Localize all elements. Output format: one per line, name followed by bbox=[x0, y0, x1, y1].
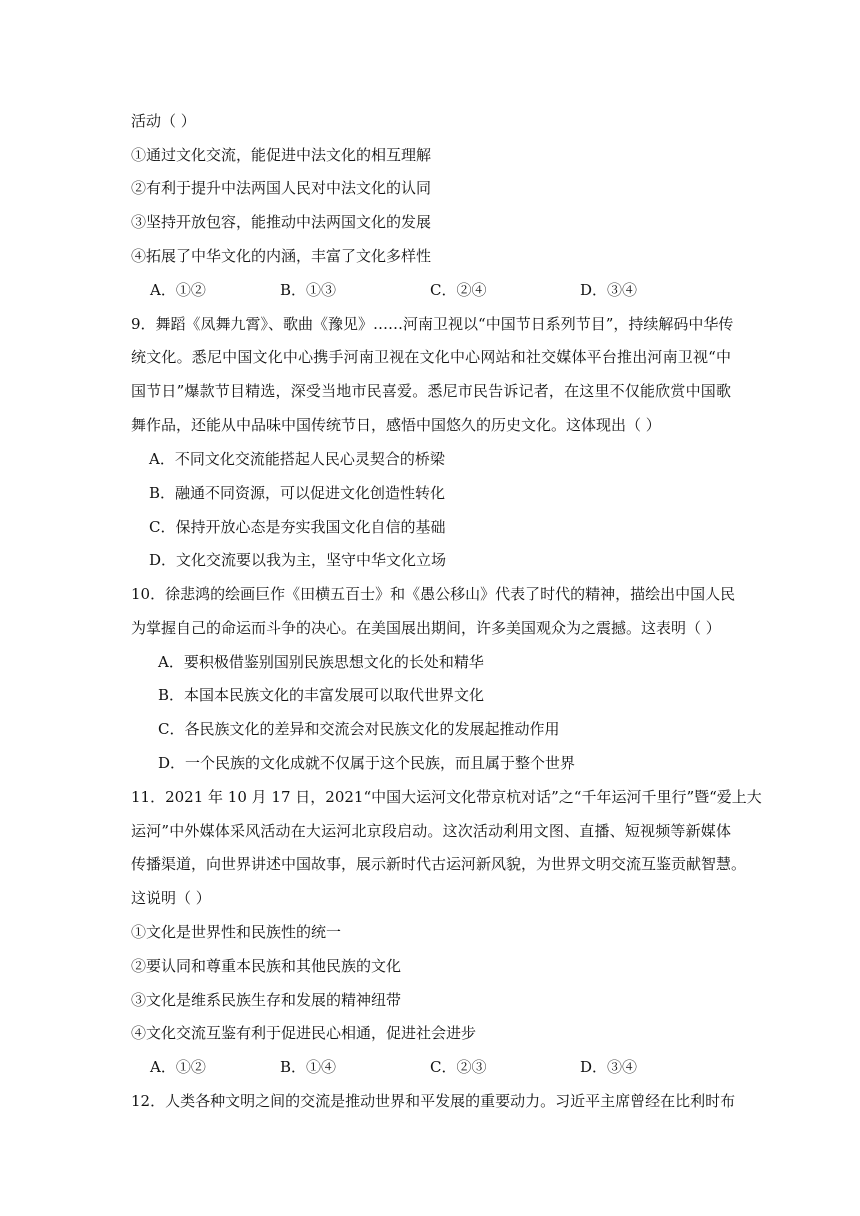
q9-stem-line-1: 9．舞蹈《凤舞九霄》、歌曲《豫见》……河南卫视以“中国节日系列节目”，持续解码中华传 bbox=[131, 315, 734, 333]
q8-option-c[interactable]: C．②④ bbox=[430, 281, 487, 299]
q11-stem-line-4: 这说明（ ） bbox=[131, 889, 211, 907]
q11-stem-line-1: 11．2021 年 10 月 17 日，2021“中国大运河文化带京杭对话”之“千年运河千里行”暨“爱上大 bbox=[131, 788, 762, 806]
q9-option-d[interactable]: D．文化交流要以我为主，坚守中华文化立场 bbox=[149, 551, 447, 569]
q8-statement-2: ②有利于提升中法两国人民对中法文化的认同 bbox=[131, 179, 432, 197]
q8-stem-tail: 活动（ ） bbox=[131, 112, 196, 130]
q8-option-a[interactable]: A．①② bbox=[150, 281, 206, 299]
q9-option-b[interactable]: B．融通不同资源，可以促进文化创造性转化 bbox=[149, 484, 446, 502]
q9-stem-line-4: 舞作品，还能从中品味中国传统节日，感悟中国悠久的历史文化。这体现出（ ） bbox=[131, 416, 661, 434]
q9-option-a[interactable]: A．不同文化交流能搭起人民心灵契合的桥梁 bbox=[149, 450, 445, 468]
q11-statement-1: ①文化是世界性和民族性的统一 bbox=[131, 923, 342, 941]
q8-option-b[interactable]: B．①③ bbox=[280, 281, 337, 299]
q10-option-b[interactable]: B．本国本民族文化的丰富发展可以取代世界文化 bbox=[158, 686, 485, 704]
q12-stem-line-1: 12．人类各种文明之间的交流是推动世界和平发展的重要动力。习近平主席曾经在比利时布 bbox=[131, 1092, 736, 1110]
q9-option-c[interactable]: C．保持开放心态是夯实我国文化自信的基础 bbox=[149, 518, 446, 536]
q10-stem-line-1: 10．徐悲鸿的绘画巨作《田横五百士》和《愚公移山》代表了时代的精神，描绘出中国人民 bbox=[131, 585, 736, 603]
q11-statement-4: ④文化交流互鉴有利于促进民心相通，促进社会进步 bbox=[131, 1024, 477, 1042]
q8-option-d[interactable]: D．③④ bbox=[580, 281, 638, 299]
q8-statement-1: ①通过文化交流，能促进中法文化的相互理解 bbox=[131, 146, 432, 164]
q10-option-a[interactable]: A．要积极借鉴别国别民族思想文化的长处和精华 bbox=[158, 653, 484, 671]
q11-statement-3: ③文化是维系民族生存和发展的精神纽带 bbox=[131, 991, 402, 1009]
q11-option-a[interactable]: A．①② bbox=[150, 1058, 206, 1076]
q9-stem-line-2: 统文化。悉尼中国文化中心携手河南卫视在文化中心网站和社交媒体平台推出河南卫视“中 bbox=[131, 348, 731, 366]
q10-option-d[interactable]: D．一个民族的文化成就不仅属于这个民族，而且属于整个世界 bbox=[158, 754, 576, 772]
q10-stem-line-2: 为掌握自己的命运而斗争的决心。在美国展出期间，许多美国观众为之震撼。这表明（ ） bbox=[131, 619, 721, 637]
q9-stem-line-3: 国节日”爆款节目精选，深受当地市民喜爱。悉尼市民告诉记者，在这里不仅能欣赏中国歌 bbox=[131, 382, 731, 400]
q11-option-b[interactable]: B．①④ bbox=[280, 1058, 337, 1076]
q11-stem-line-2: 运河”中外媒体采风活动在大运河北京段启动。这次活动利用文图、直播、短视频等新媒体 bbox=[131, 822, 731, 840]
q8-statement-3: ③坚持开放包容，能推动中法两国文化的发展 bbox=[131, 213, 432, 231]
q11-option-c[interactable]: C．②③ bbox=[430, 1058, 487, 1076]
q11-statement-2: ②要认同和尊重本民族和其他民族的文化 bbox=[131, 957, 402, 975]
q11-option-d[interactable]: D．③④ bbox=[580, 1058, 638, 1076]
q10-option-c[interactable]: C．各民族文化的差异和交流会对民族文化的发展起推动作用 bbox=[158, 720, 560, 738]
q11-stem-line-3: 传播渠道，向世界讲述中国故事，展示新时代古运河新风貌，为世界文明交流互鉴贡献智慧。 bbox=[131, 855, 747, 873]
q8-statement-4: ④拓展了中华文化的内涵，丰富了文化多样性 bbox=[131, 247, 432, 265]
